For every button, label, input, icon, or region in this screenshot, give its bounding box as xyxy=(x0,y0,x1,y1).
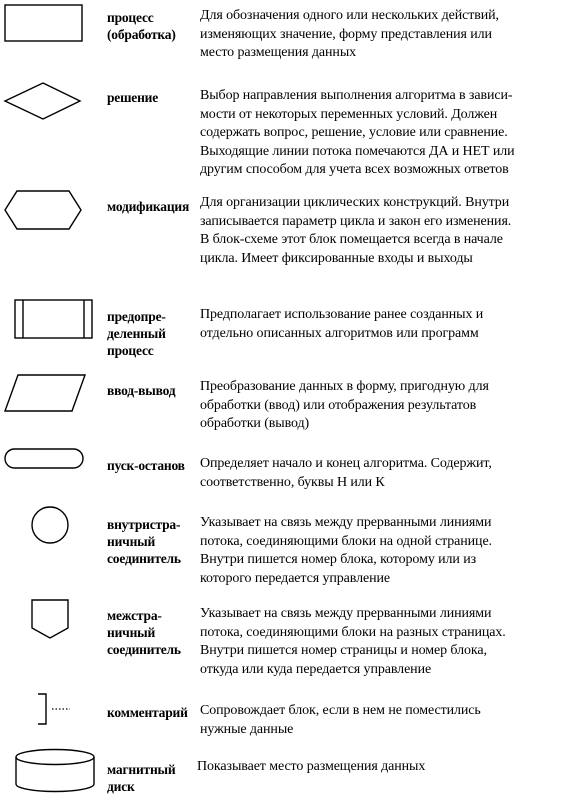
symbol-name: предопре- деленный процесс xyxy=(107,309,166,358)
circle-connector-icon xyxy=(30,505,70,545)
symbol-description: Определяет начало и конец алгоритма. Содержит, соответственно, буквы Н или К xyxy=(200,456,492,490)
terminator-icon xyxy=(4,448,86,470)
symbol-name: модификация xyxy=(107,199,190,214)
magnetic-disk-icon xyxy=(14,748,98,794)
symbol-description: Для организации циклических конструкций. Внутри записывается параметр цикла и закон его изменения. В блок-схеме этот блок помещается всегда в начале цикла. Имеет фиксированные входы и выходы xyxy=(200,195,512,266)
offpage-connector-icon xyxy=(30,598,72,642)
parallelogram-icon xyxy=(4,374,88,414)
symbol-description: Указывает на связь между прерванными линиями потока, соединяющими блоки на разных страницах. Внутри пишется номер страницы и номер блока, откуда или куда передается управление xyxy=(200,606,506,677)
symbol-description: Выбор направления выполнения алгоритма в зависи- мости от некоторых переменных условий. Должен содержать вопрос, решение, условие или сравнение. Выходящие линии потока помечаются ДА и НЕТ или другим способом для учета всех возможных ответов xyxy=(200,88,515,177)
hexagon-icon xyxy=(3,189,83,233)
symbol-name: межстра- ничный соединитель xyxy=(107,608,181,657)
symbol-description: Показывает место размещения данных xyxy=(197,759,426,774)
symbol-name: решение xyxy=(107,90,159,105)
symbol-name: ввод-вывод xyxy=(107,383,176,398)
symbol-description: Предполагает использование ранее созданных и отдельно описанных алгоритмов или программ xyxy=(200,307,484,341)
symbol-description: Для обозначения одного или нескольких действий, изменяющих значение, форму представления или место размещения данных xyxy=(200,8,499,60)
symbol-description: Указывает на связь между прерванными линиями потока, соединяющими блоки на одной странице. Внутри пишется номер блока, которому или из которого передается управление xyxy=(200,515,492,586)
predefined-process-icon xyxy=(14,299,94,341)
symbol-name: магнитный диск xyxy=(107,762,176,794)
comment-bracket-icon xyxy=(36,693,76,727)
symbol-name: комментарий xyxy=(107,705,188,720)
symbol-description: Преобразование данных в форму, пригодную для обработки (ввод) или отображения результатов обработки (вывод) xyxy=(200,379,489,431)
symbol-description: Сопровождает блок, если в нем не поместились нужные данные xyxy=(200,703,481,737)
symbol-name: пуск-останов xyxy=(107,458,185,473)
symbol-name: внутристра- ничный соединитель xyxy=(107,517,181,566)
rectangle-icon xyxy=(4,4,84,44)
symbol-name: процесс (обработка) xyxy=(107,10,176,42)
diamond-icon xyxy=(3,82,83,122)
